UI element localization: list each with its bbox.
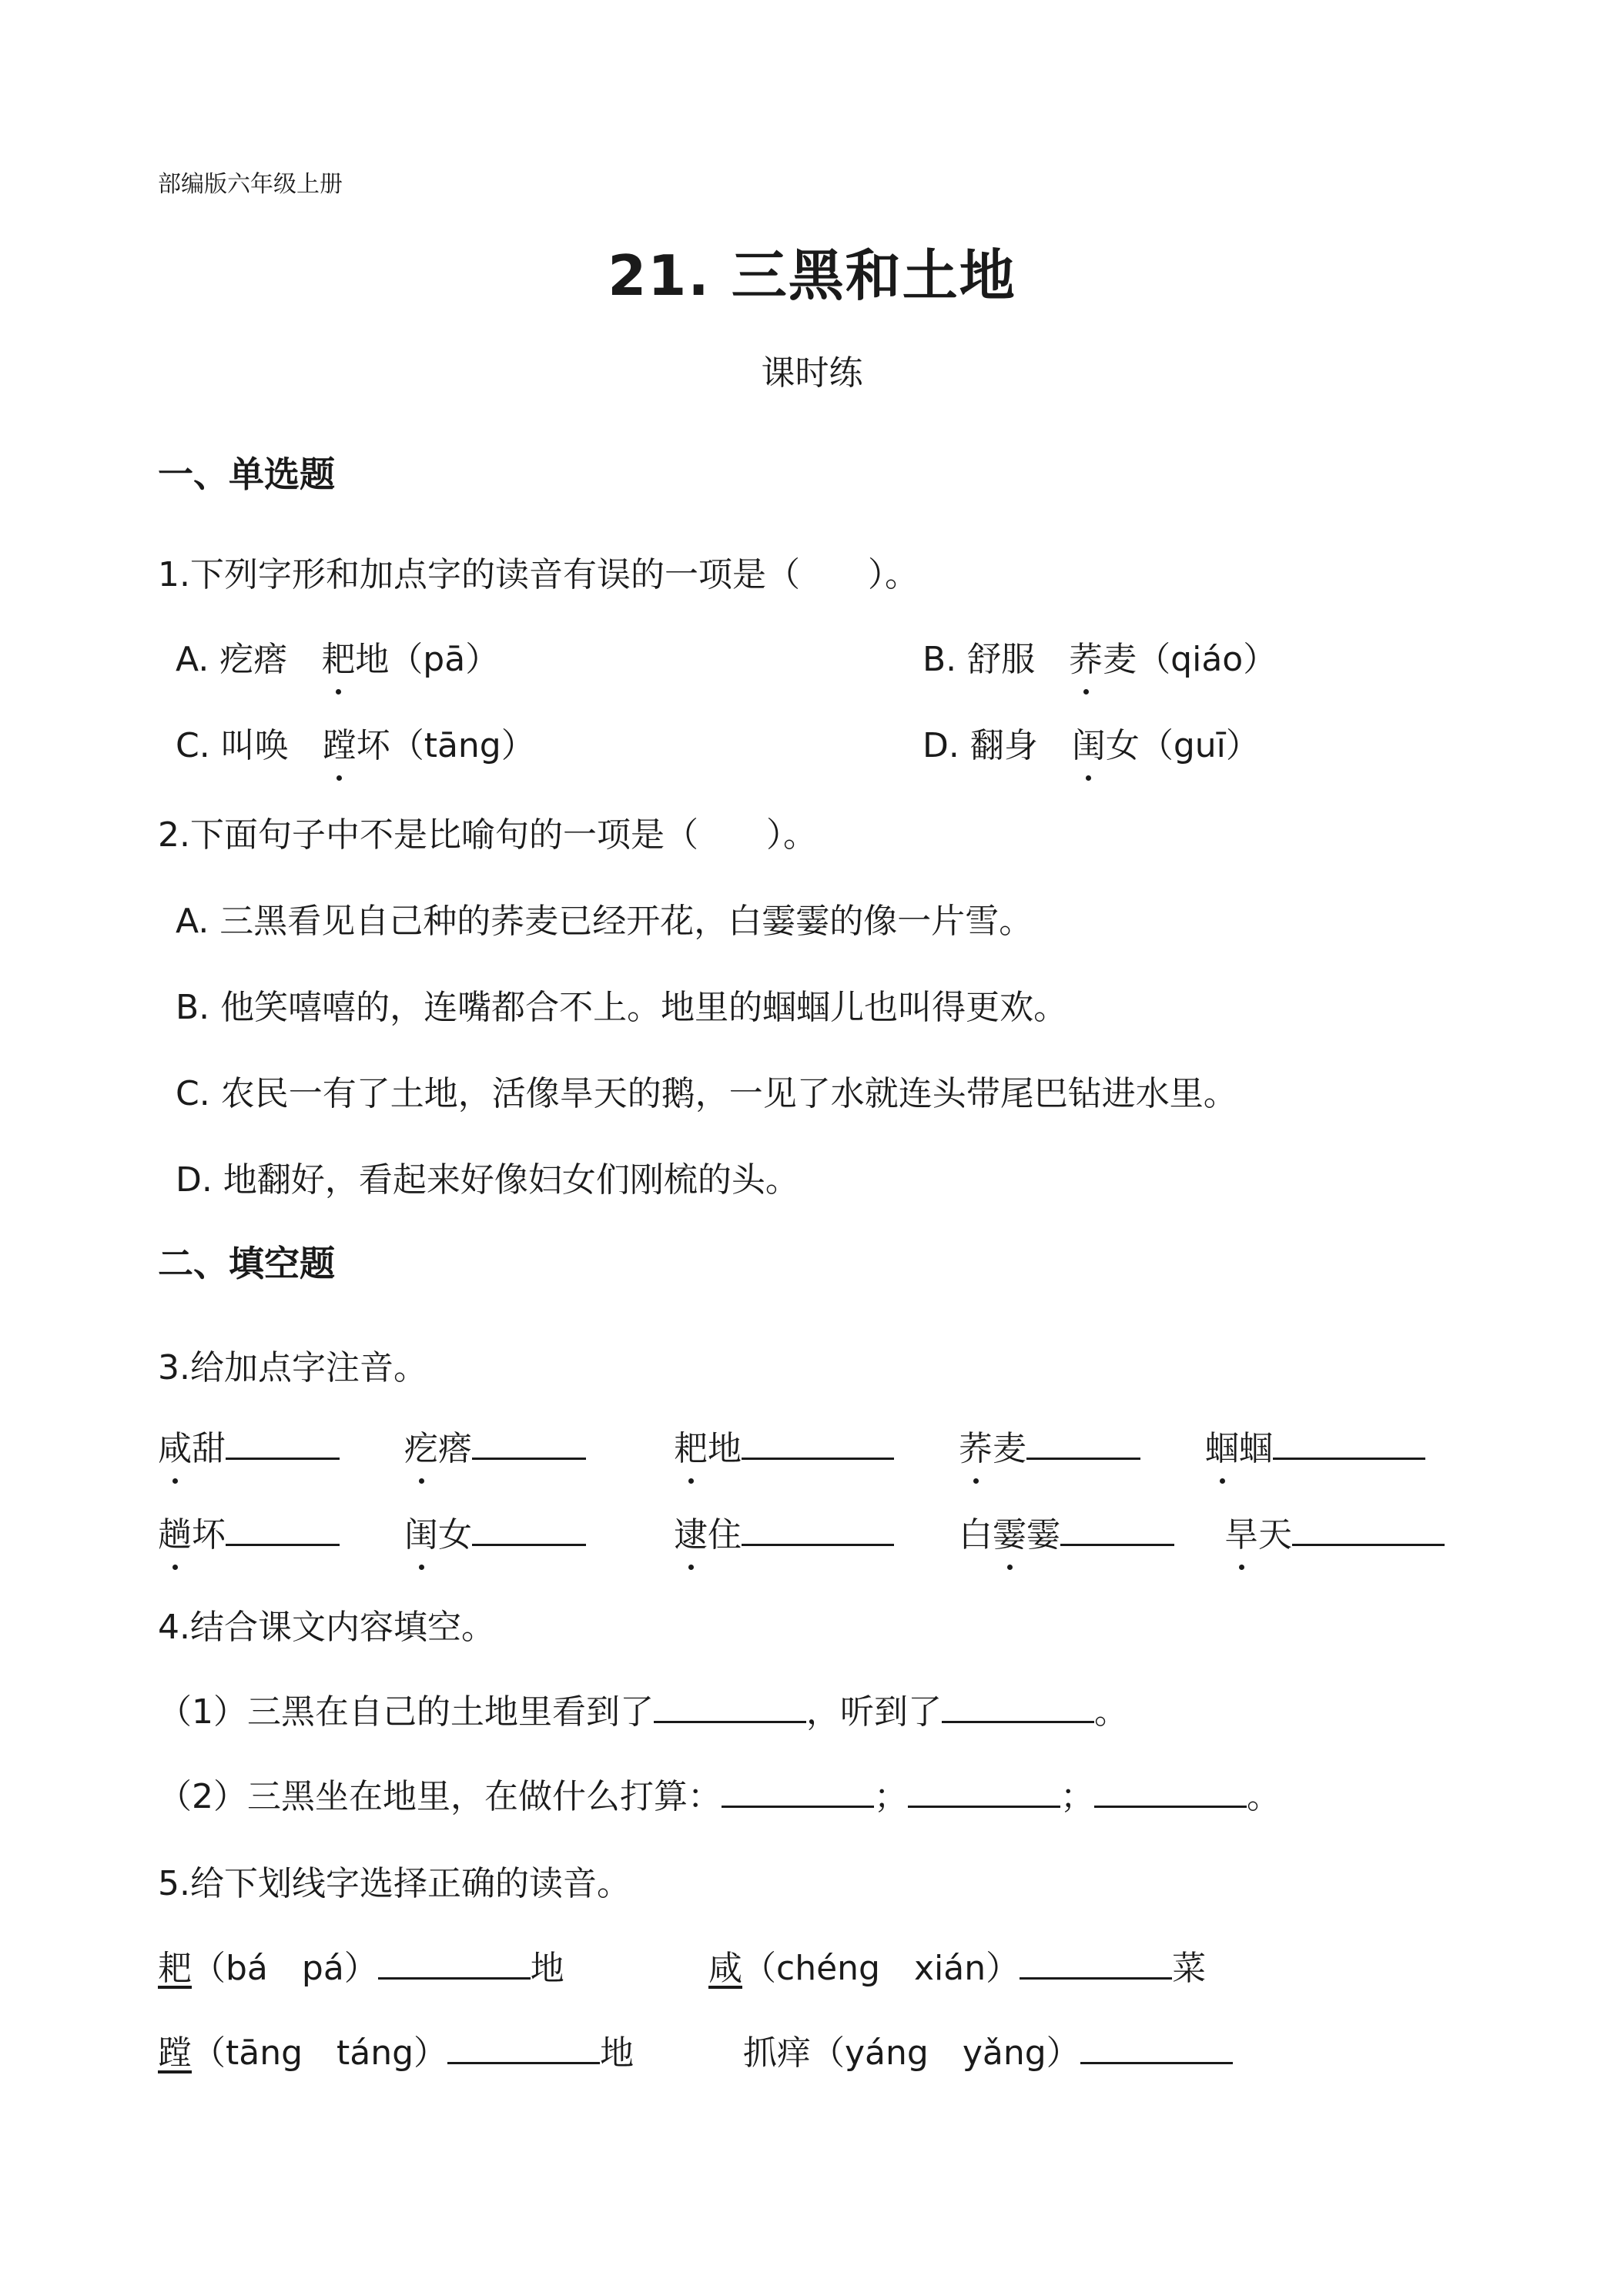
pinyin-item: 咸甜 bbox=[158, 1421, 340, 1470]
question-4-part-2: （2）三黑坐在地里，在做什么打算： ； ； 。 bbox=[158, 1777, 1281, 1816]
question-4-part-1: （1）三黑在自己的土地里看到了 ，听到了 。 bbox=[158, 1692, 1128, 1732]
reading-choice-item: 耙（bá pá） 地 bbox=[158, 1949, 564, 1988]
answer-blank[interactable] bbox=[942, 1692, 1094, 1723]
underlined-char: 咸 bbox=[708, 1949, 742, 1988]
answer-blank[interactable] bbox=[226, 1428, 340, 1460]
reading-choice-item: 抓痒（yáng yǎng） bbox=[743, 2025, 1233, 2074]
page-subtitle: 课时练 bbox=[761, 353, 863, 393]
pinyin-item: 白霎霎 bbox=[959, 1507, 1174, 1556]
answer-blank[interactable] bbox=[1292, 1514, 1445, 1546]
question-4-stem: 4.结合课文内容填空。 bbox=[158, 1608, 495, 1647]
dotted-char: 蝈 bbox=[1205, 1421, 1239, 1470]
question-2-option-d: D. 地翻好，看起来好像妇女们刚梳的头。 bbox=[176, 1160, 799, 1200]
answer-blank[interactable] bbox=[1026, 1428, 1140, 1460]
section-heading-single-choice: 一、单选题 bbox=[158, 454, 335, 495]
underlined-char: 耙 bbox=[158, 1949, 192, 1988]
reading-choice-item: 咸（chéng xián） 菜 bbox=[708, 1949, 1207, 1988]
pinyin-item: 闺女 bbox=[404, 1507, 586, 1556]
dotted-char: 耙 bbox=[321, 631, 355, 681]
question-5-stem: 5.给下划线字选择正确的读音。 bbox=[158, 1864, 631, 1903]
question-2-option-c: C. 农民一有了土地，活像旱天的鹅，一见了水就连头带尾巴钻进水里。 bbox=[176, 1074, 1237, 1113]
answer-blank[interactable] bbox=[1273, 1428, 1425, 1460]
pinyin-item: 荞麦 bbox=[959, 1421, 1140, 1470]
dotted-char: 蹚 bbox=[323, 718, 357, 767]
question-1-stem: 1.下列字形和加点字的读音有误的一项是（ ）。 bbox=[158, 555, 919, 594]
answer-blank[interactable] bbox=[378, 1948, 531, 1980]
answer-blank[interactable] bbox=[447, 2033, 600, 2064]
question-1-option-d: D. 翻身 闺女（guī） bbox=[922, 718, 1260, 767]
dotted-char: 咸 bbox=[158, 1421, 192, 1470]
question-1-option-a: A. 疙瘩 耙地（pā） bbox=[176, 631, 499, 681]
page-title: 21. 三黑和土地 bbox=[608, 243, 1016, 308]
answer-blank[interactable] bbox=[1060, 1514, 1174, 1546]
answer-blank[interactable] bbox=[226, 1514, 340, 1546]
question-1-option-b: B. 舒服 荞麦（qiáo） bbox=[922, 631, 1277, 681]
dotted-char: 趟 bbox=[158, 1507, 192, 1556]
dotted-char: 疙 bbox=[404, 1421, 438, 1470]
pinyin-item: 蝈蝈 bbox=[1205, 1421, 1425, 1470]
answer-blank[interactable] bbox=[654, 1692, 806, 1723]
question-3-stem: 3.给加点字注音。 bbox=[158, 1348, 427, 1387]
answer-blank[interactable] bbox=[1094, 1776, 1247, 1808]
answer-blank[interactable] bbox=[1080, 2033, 1233, 2064]
answer-blank[interactable] bbox=[722, 1776, 874, 1808]
pinyin-item: 逮住 bbox=[674, 1507, 894, 1556]
underlined-char: 蹚 bbox=[158, 2033, 192, 2073]
dotted-char: 旱 bbox=[1224, 1507, 1258, 1556]
dotted-char: 荞 bbox=[1069, 631, 1103, 681]
answer-blank[interactable] bbox=[742, 1428, 894, 1460]
section-heading-fill-blank: 二、填空题 bbox=[158, 1243, 335, 1284]
answer-blank[interactable] bbox=[472, 1428, 586, 1460]
dotted-char: 闺 bbox=[1072, 718, 1106, 767]
answer-blank[interactable] bbox=[472, 1514, 586, 1546]
choice-char: 痒 bbox=[777, 2033, 811, 2073]
dotted-char: 荞 bbox=[959, 1421, 993, 1470]
dotted-char: 耙 bbox=[674, 1421, 708, 1470]
question-1-option-c: C. 叫唤 蹚坏（tāng） bbox=[176, 718, 535, 767]
page-header: 部编版六年级上册 bbox=[158, 171, 343, 198]
question-2-option-a: A. 三黑看见自己种的荞麦已经开花，白霎霎的像一片雪。 bbox=[176, 902, 1033, 941]
answer-blank[interactable] bbox=[742, 1514, 894, 1546]
pinyin-item: 趟坏 bbox=[158, 1507, 340, 1556]
pinyin-item: 旱天 bbox=[1224, 1507, 1445, 1556]
reading-choice-item: 蹚（tāng táng） 地 bbox=[158, 2033, 635, 2073]
answer-blank[interactable] bbox=[908, 1776, 1060, 1808]
dotted-char: 霎 bbox=[993, 1507, 1026, 1556]
dotted-char: 逮 bbox=[674, 1507, 708, 1556]
dotted-char: 闺 bbox=[404, 1507, 438, 1556]
pinyin-item: 疙瘩 bbox=[404, 1421, 586, 1470]
question-2-stem: 2.下面句子中不是比喻句的一项是（ ）。 bbox=[158, 815, 817, 855]
question-2-option-b: B. 他笑嘻嘻的，连嘴都合不上。地里的蝈蝈儿也叫得更欢。 bbox=[176, 988, 1068, 1027]
pinyin-item: 耙地 bbox=[674, 1421, 894, 1470]
answer-blank[interactable] bbox=[1020, 1948, 1172, 1980]
